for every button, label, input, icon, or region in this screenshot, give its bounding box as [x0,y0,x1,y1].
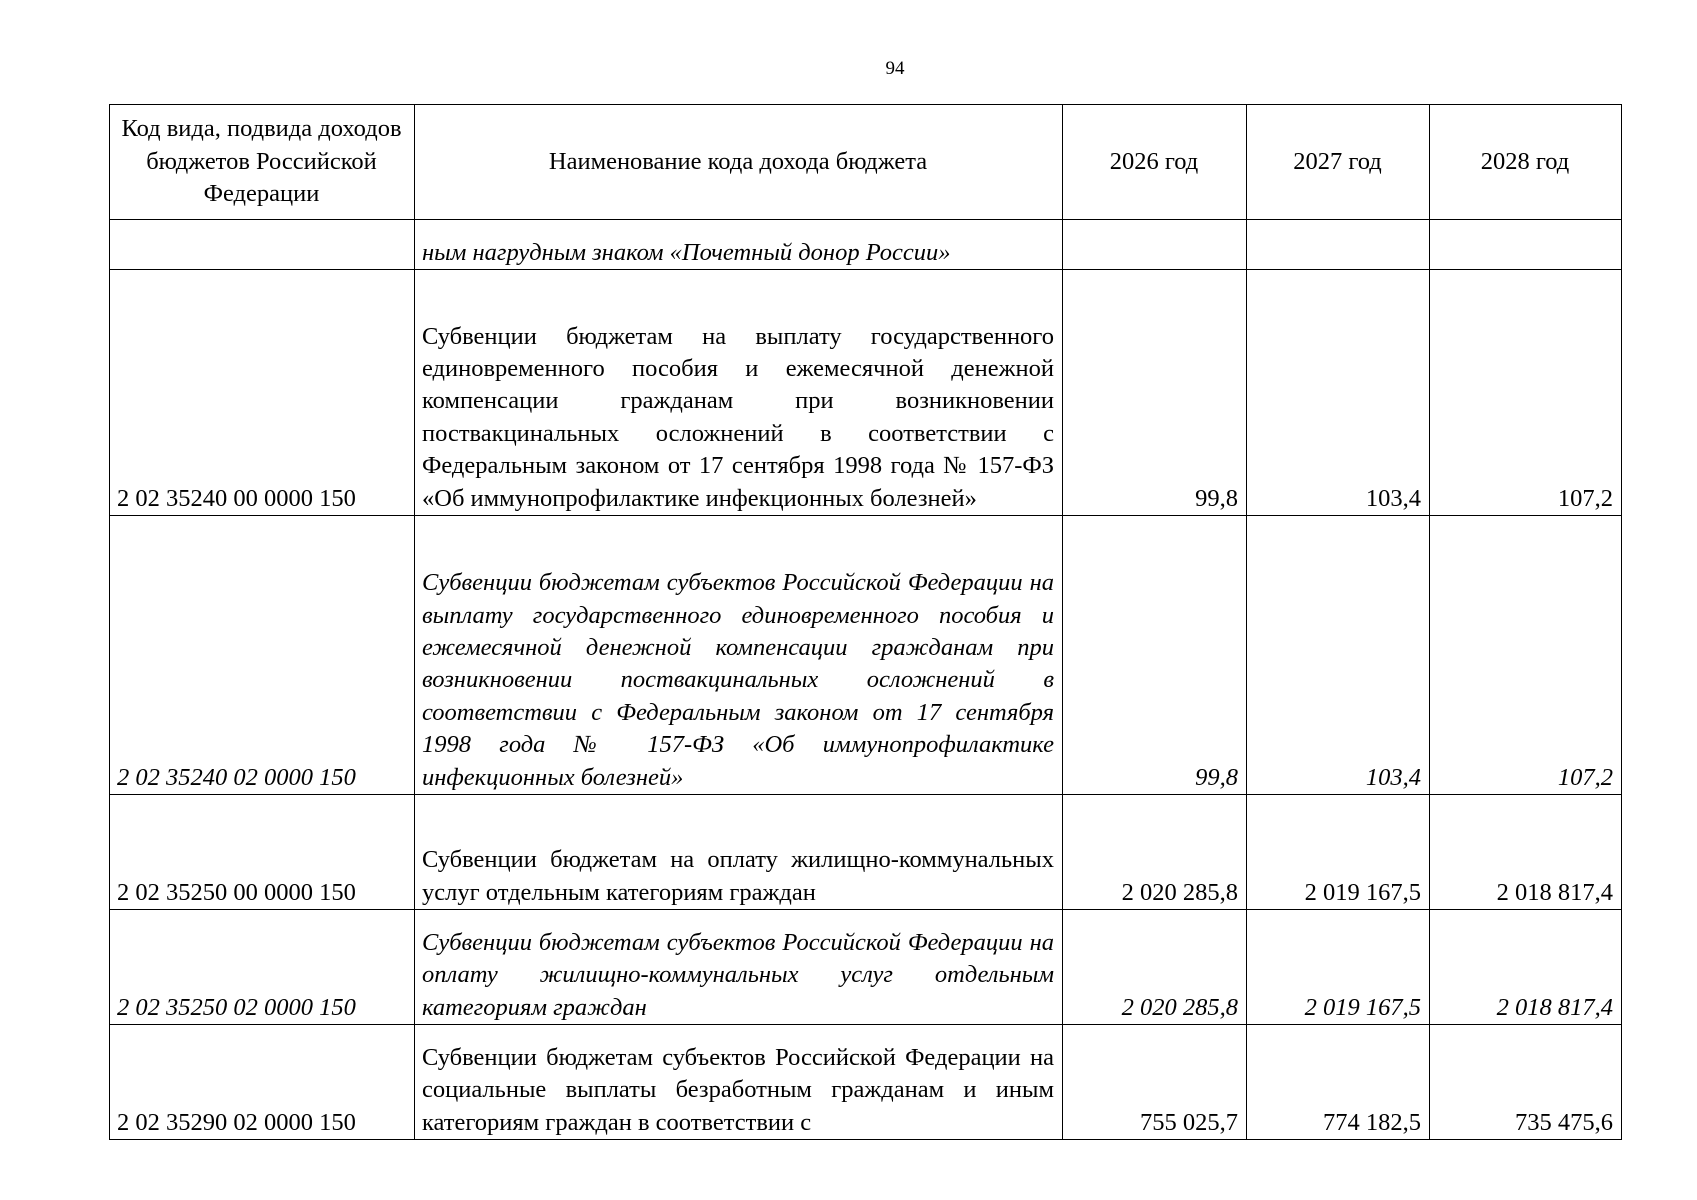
page-number: 94 [885,58,905,79]
row-name-text: ным нагрудным знаком «Почетный донор России» [422,238,951,266]
row-name [415,516,1063,795]
row-value-2026 [1063,220,1247,270]
row-value-2027 [1247,220,1430,270]
row-value-2026: 99,8 [1063,516,1247,795]
row-code: 2 02 35250 02 0000 150 [110,910,415,1025]
row-code: 2 02 35240 00 0000 150 [110,270,415,516]
row-code [110,220,415,270]
table-row [110,795,1622,910]
row-value-2026: 755 025,7 [1063,1025,1247,1140]
table-row [110,270,1622,516]
row-value-2028: 2 018 817,4 [1430,910,1622,1025]
row-name-text: Субвенции бюджетам субъектов Российской Федерации на выплату государственного единовременного пособия и ежемесячной денежной компенсации гражданам при возникновении поствакцинальных осложнений в соответствии с Федеральным законом от 17 сентября 1998 года № 157-ФЗ «Об иммунопрофилактике инфекционных болезней» [422,569,1054,791]
row-value-2028: 107,2 [1430,270,1622,516]
table-row [110,910,1622,1025]
row-name [415,795,1063,910]
table-row [110,516,1622,795]
row-code: 2 02 35250 00 0000 150 [110,795,415,910]
row-code: 2 02 35240 02 0000 150 [110,516,415,795]
row-name-text: Субвенции бюджетам на оплату жилищно-коммунальных услуг отдельным категориям граждан [422,846,1054,906]
row-value-2027: 2 019 167,5 [1247,910,1430,1025]
row-name [415,270,1063,516]
header-name: Наименование кода дохода бюджета [415,105,1063,220]
row-value-2027: 103,4 [1247,270,1430,516]
header-2027: 2027 год [1247,105,1430,220]
table-row [110,220,1622,270]
row-name [415,910,1063,1025]
header-2028: 2028 год [1430,105,1622,220]
row-value-2028: 107,2 [1430,516,1622,795]
row-value-2026: 2 020 285,8 [1063,910,1247,1025]
table-header-row [110,105,1622,220]
row-value-2026: 2 020 285,8 [1063,795,1247,910]
row-name [415,220,1063,270]
row-value-2028 [1430,220,1622,270]
row-value-2028: 2 018 817,4 [1430,795,1622,910]
row-name-text: Субвенции бюджетам на выплату государственного единовременного пособия и ежемесячной денежной компенсации гражданам при возникновении поствакцинальных осложнений в соответствии с Федеральным законом от 17 сентября 1998 года № 157-ФЗ «Об иммунопрофилактике инфекционных болезней» [422,322,1054,512]
row-code: 2 02 35290 02 0000 150 [110,1025,415,1140]
row-value-2028: 735 475,6 [1430,1025,1622,1140]
row-name-text: Субвенции бюджетам субъектов Российской Федерации на социальные выплаты безработным гражданам и иным категориям граждан в соответствии с [422,1043,1054,1136]
row-name [415,1025,1063,1140]
row-value-2027: 2 019 167,5 [1247,795,1430,910]
row-value-2027: 103,4 [1247,516,1430,795]
row-name-text: Субвенции бюджетам субъектов Российской Федерации на оплату жилищно-коммунальных услуг отдельным категориям граждан [422,928,1054,1021]
row-value-2027: 774 182,5 [1247,1025,1430,1140]
header-2026: 2026 год [1063,105,1247,220]
row-value-2026: 99,8 [1063,270,1247,516]
header-code: Код вида, подвида доходов бюджетов Российской Федерации [110,105,415,220]
table-row [110,1025,1622,1140]
budget-revenue-table [109,104,1622,1140]
